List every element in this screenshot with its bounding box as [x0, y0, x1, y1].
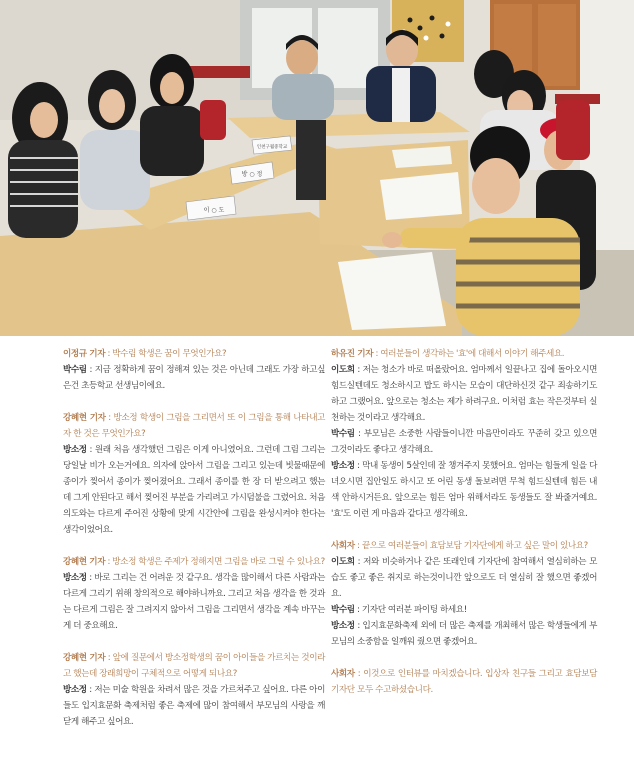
answer: 방소정 : 바로 그리는 건 어려운 것 같구요. 생각을 많이해서 다른 사람과는 다르게 그리기 위해 창의적으로 해야하니까요. 그리고 처음 생각을 한 것과는 다르게 그림은 잘 그려지지 않아서 그림을 그리면서 생각을 계속 바꾸는게 더 중요해요. [63, 573, 325, 631]
answer: 이도희 : 저와 비슷하거나 같은 또래인데 기자단에 참여해서 열심히하는 모습도 좋고 좋은 취지로 하는것이니깐 앞으로도 더 열심히 잘 했으면 좋겠어요. [331, 557, 597, 599]
question: 하유진 기자 : 여러분들이 생각하는 '효'에 대해서 이야기 해주세요. [331, 349, 565, 359]
question-text: 앞에 질문에서 방소정학생의 꿈이 아이들을 가르치는 것이라고 했는데 장래희망이 구체적으로 어떻게 되나요? [63, 653, 325, 679]
answer: 박수림 : 지금 정확하게 꿈이 정해져 있는 것은 아닌데 그래도 가장 하고싶은건 초등학교 선생님이에요. [63, 365, 325, 391]
answer-speaker: 방소정 [63, 685, 87, 695]
nameplate-1: 이 ○ 도 [203, 207, 225, 214]
question-text: 방소정 학생이 그림을 그리면서 또 이 그림을 통해 나타내고자 한 것은 무엇인가요? [63, 413, 325, 439]
answer-text: 원래 처음 생각했던 그림은 이게 아니였어요. 그런데 그림 그리는 당일날 비가 오는거에요. 의자에 앉아서 그림을 그리고 있는데 빗물때문에 종이가 찢어서 종이가 찢어졌어요. 그래서 종이를 한 장 더 받으려고 했는데 그게 안된다고 해서 찢어진 부분을 가리려고 가시덤불을 그렸어요. 처음 의도와는 다르게 주어진 상황에 맞게 시간안에 그림을 완성시켜야 한다는 생각이었어요. [63, 445, 325, 535]
qa-block [331, 538, 597, 650]
answer: 방소정 : 막내 동생이 5살인데 잘 챙겨주지 못했어요. 엄마는 힘들게 일을 다녀오시면 집안일도 하시고 또 어린 동생 돌보려면 무척 힘드실텐데 힘든 내색 안하시거든요. 앞으로는 힘든 엄마 위해서라도 동생들도 잘 봐줄거예요. '효'도 이런 게 마음과 같다고 생각해요. [331, 461, 597, 519]
qa-block [63, 554, 325, 634]
question: 사회자 : 끝으로 여러분들이 효담보담 기자단에게 하고 싶은 말이 있나요? [331, 541, 588, 551]
answer: 박수림 : 부모님은 소중한 사람들이니깐 마음만이라도 꾸준히 갖고 있으면 그것이라도 좋다고 생각해요. [331, 429, 597, 455]
question: 강혜현 기자 : 방소정 학생이 그림을 그리면서 또 이 그림을 통해 나타내고자 한 것은 무엇인가요? [63, 413, 325, 439]
answer-speaker: 방소정 [63, 445, 87, 455]
answer-speaker: 방소정 [63, 573, 87, 583]
qa-block [331, 666, 597, 698]
answer: 이도희 : 저는 청소가 바로 떠올랐어요. 엄마께서 일끝나고 집에 돌아오시면 힘드실텐데도 청소하시고 밥도 하시는 모습이 대단하신것 같구 죄송하기도 하고 그랬어요. 앞으로는 청소는 제가 하려구요. 이처럼 효는 작은것부터 실천하는 것이라고 생각해요. [331, 365, 597, 423]
answer-text: 바로 그리는 건 어려운 것 같구요. 생각을 많이해서 다른 사람과는 다르게 그리기 위해 창의적으로 해야하니까요. 그리고 처음 생각을 한 것과는 다르게 그림은 잘 그려지지 않아서 그림을 그리면서 생각을 계속 바꾸는게 더 중요해요. [63, 573, 325, 631]
qa-block [63, 346, 325, 394]
interview-photo [0, 0, 634, 336]
question: 이정규 기자 : 박수림 학생은 꿈이 무엇인가요? [63, 349, 227, 359]
answer: 방소정 : 입지효문화축제 외에 더 많은 축제를 개최해서 많은 학생들에게 부모님의 소중함을 일깨워 줬으면 좋겠어요. [331, 621, 597, 647]
answer-speaker: 방소정 [331, 621, 355, 631]
question-text: 끝으로 여러분들이 효담보담 기자단에게 하고 싶은 말이 있나요? [361, 541, 588, 551]
answer-speaker: 이도희 [331, 365, 355, 375]
answer: 방소정 : 원래 처음 생각했던 그림은 이게 아니였어요. 그런데 그림 그리는 당일날 비가 오는거에요. 의자에 앉아서 그림을 그리고 있는데 빗물때문에 종이가 찢어서 종이가 찢어졌어요. 그래서 종이를 한 장 더 받으려고 했는데 그게 안된다고 해서 찢어진 부분을 가리려고 가시덤불을 그렸어요. 처음 의도와는 다르게 주어진 상황에 맞게 시간안에 그림을 완성시켜야 한다는 생각이었어요. [63, 445, 325, 535]
qa-block [63, 410, 325, 538]
answer-text: 저는 청소가 바로 떠올랐어요. 엄마께서 일끝나고 집에 돌아오시면 힘드실텐데도 청소하시고 밥도 하시는 모습이 대단하신것 같구 죄송하기도 하고 그랬어요. 앞으로는 청소는 제가 하려구요. 이처럼 효는 작은것부터 실천하는 것이라고 생각해요. [331, 365, 597, 423]
question: 강혜현 기자 : 방소정 학생은 주제가 정해지면 그림을 바로 그릴 수 있나요? [63, 557, 325, 567]
question-speaker: 강혜현 기자 [63, 413, 106, 423]
qa-block [331, 346, 597, 522]
answer-text: 기자단 여러분 파이팅 하세요! [361, 605, 467, 615]
question-speaker: 강혜현 기자 [63, 653, 106, 663]
answer-text: 입지효문화축제 외에 더 많은 축제를 개최해서 많은 학생들에게 부모님의 소중함을 일깨워 줬으면 좋겠어요. [331, 621, 597, 647]
question-speaker: 사회자 [331, 541, 355, 551]
answer-text: 지금 정확하게 꿈이 정해져 있는 것은 아닌데 그래도 가장 하고싶은건 초등학교 선생님이에요. [63, 365, 325, 391]
qa-block [63, 650, 325, 730]
answer-text: 저와 비슷하거나 같은 또래인데 기자단에 참여해서 열심히하는 모습도 좋고 좋은 취지로 하는것이니깐 앞으로도 더 열심히 잘 했으면 좋겠어요. [331, 557, 597, 599]
question-text: 박수림 학생은 꿈이 무엇인가요? [112, 349, 227, 359]
question-text: 방소정 학생은 주제가 정해지면 그림을 바로 그릴 수 있나요? [112, 557, 325, 567]
question-speaker: 하유진 기자 [331, 349, 374, 359]
answer-speaker: 방소정 [331, 461, 355, 471]
left-column [63, 346, 325, 746]
answer-speaker: 이도희 [331, 557, 355, 567]
question-speaker: 사회자 [331, 669, 355, 679]
question-text: 여러분들이 생각하는 '효'에 대해서 이야기 해주세요. [380, 349, 565, 359]
answer: 방소정 : 저는 미술 학원을 차려서 많은 것을 가르쳐주고 싶어요. 다른 아이들도 입지효문화 축제처럼 좋은 축제에 많이 참여해서 부모님의 사랑을 깨닫게 해주고 싶어요. [63, 685, 325, 727]
answer-text: 부모님은 소중한 사람들이니깐 마음만이라도 꾸준히 갖고 있으면 그것이라도 좋다고 생각해요. [331, 429, 597, 455]
answer-speaker: 박수림 [331, 605, 355, 615]
question: 강혜현 기자 : 앞에 질문에서 방소정학생의 꿈이 아이들을 가르치는 것이라고 했는데 장래희망이 구체적으로 어떻게 되나요? [63, 653, 325, 679]
nameplate-2: 방 ○ 정 [241, 171, 263, 178]
question: 사회자 : 이것으로 인터뷰를 마치겠습니다. 입상자 친구들 그리고 효담보담 기자단 모두 수고하셨습니다. [331, 669, 597, 695]
answer-text: 막내 동생이 5살인데 잘 챙겨주지 못했어요. 엄마는 힘들게 일을 다녀오시면 집안일도 하시고 또 어린 동생 돌보려면 무척 힘드실텐데 힘든 내색 안하시거든요. 앞으로는 힘든 엄마 위해서라도 동생들도 잘 봐줄거예요. '효'도 이런 게 마음과 같다고 생각해요. [331, 461, 597, 519]
interview-photo-illustration [0, 0, 634, 336]
answer-text: 저는 미술 학원을 차려서 많은 것을 가르쳐주고 싶어요. 다른 아이들도 입지효문화 축제처럼 좋은 축제에 많이 참여해서 부모님의 사랑을 깨닫게 해주고 싶어요. [63, 685, 325, 727]
nameplate-3: 인천구월중학교 [256, 145, 288, 150]
question-text: 이것으로 인터뷰를 마치겠습니다. 입상자 친구들 그리고 효담보담 기자단 모두 수고하셨습니다. [331, 669, 597, 695]
question-speaker: 강혜현 기자 [63, 557, 106, 567]
answer-speaker: 박수림 [331, 429, 355, 439]
question-speaker: 이정규 기자 [63, 349, 106, 359]
answer: 박수림 : 기자단 여러분 파이팅 하세요! [331, 605, 467, 615]
answer-speaker: 박수림 [63, 365, 87, 375]
right-column [331, 346, 597, 714]
